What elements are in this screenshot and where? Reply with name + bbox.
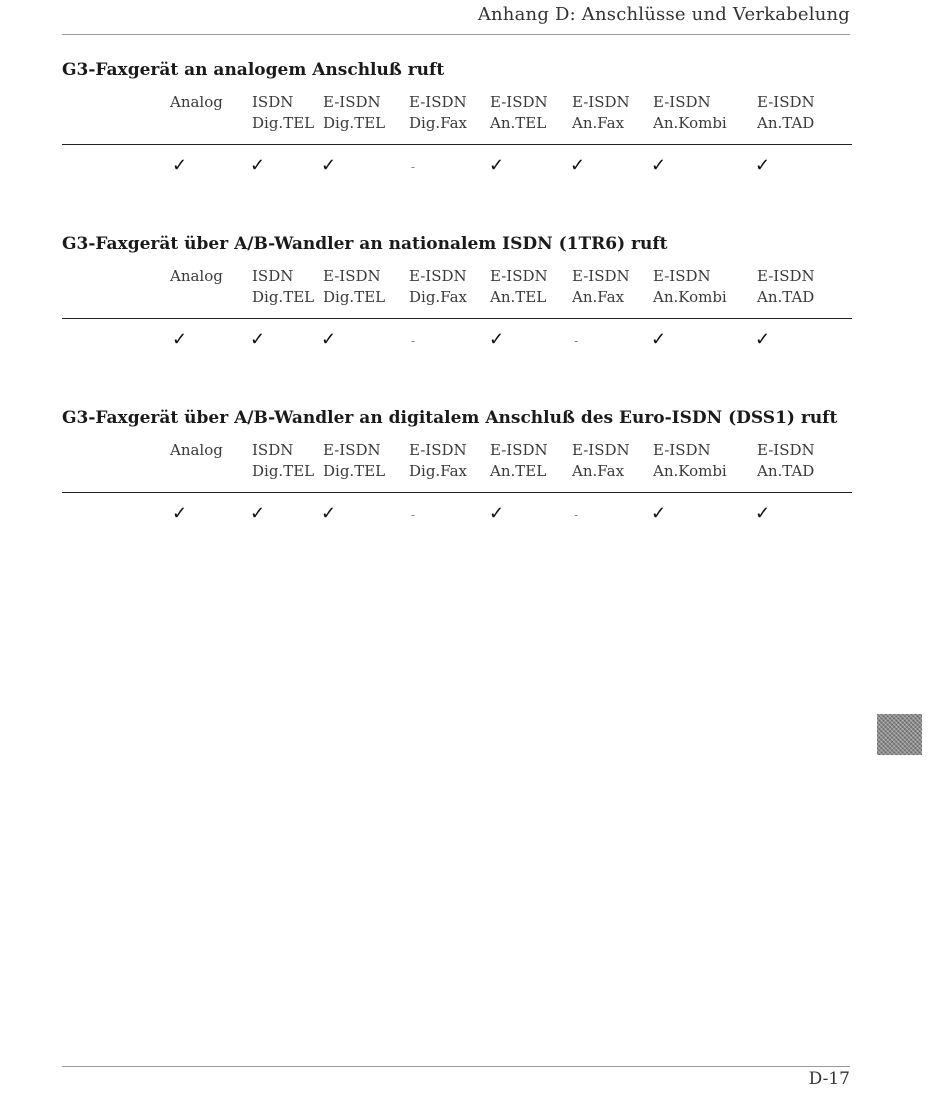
cell-eisdn-an-kombi: ✓ [651,503,667,524]
column-header-eisdn-an-fax: E-ISDN An.Fax [572,441,630,480]
column-header-eisdn-an-tad: E-ISDN An.TAD [757,441,815,480]
column-header-eisdn-dig-tel: E-ISDN Dig.TEL [323,93,386,132]
chapter-thumb-tab [877,714,922,755]
column-header-eisdn-an-kombi: E-ISDN An.Kombi [653,93,727,132]
section-title: G3-Faxgerät über A/B-Wandler an digitalem Anschluß des Euro-ISDN (DSS1) ruft [62,408,838,428]
column-header-eisdn-dig-tel: E-ISDN Dig.TEL [323,441,386,480]
running-head: Anhang D: Anschlüsse und Verkabelung [477,4,850,25]
table-rule [62,318,852,319]
cell-isdn-dig-tel: ✓ [250,329,266,350]
cell-eisdn-an-tel: ✓ [489,503,505,524]
column-header-eisdn-dig-fax: E-ISDN Dig.Fax [409,93,467,132]
cell-eisdn-dig-fax: - [411,334,416,348]
column-header-analog: Analog [170,441,223,459]
footer-rule [62,1066,850,1067]
column-header-eisdn-an-tel: E-ISDN An.TEL [490,93,548,132]
cell-eisdn-an-kombi: ✓ [651,329,667,350]
column-header-eisdn-an-tad: E-ISDN An.TAD [757,267,815,306]
column-header-eisdn-dig-fax: E-ISDN Dig.Fax [409,267,467,306]
column-header-isdn-dig-tel: ISDN Dig.TEL [252,441,315,480]
column-header-isdn-dig-tel: ISDN Dig.TEL [252,267,315,306]
compatibility-section-dss1 [62,408,852,538]
column-header-isdn-dig-tel: ISDN Dig.TEL [252,93,315,132]
cell-eisdn-an-fax: - [574,508,579,522]
cell-eisdn-an-tad: ✓ [755,329,771,350]
section-title: G3-Faxgerät über A/B-Wandler an nationalem ISDN (1TR6) ruft [62,234,668,254]
cell-eisdn-an-tel: ✓ [489,155,505,176]
column-header-eisdn-an-kombi: E-ISDN An.Kombi [653,441,727,480]
cell-eisdn-dig-tel: ✓ [321,329,337,350]
cell-eisdn-an-fax: ✓ [570,155,586,176]
cell-eisdn-dig-fax: - [411,508,416,522]
cell-isdn-dig-tel: ✓ [250,155,266,176]
cell-eisdn-dig-tel: ✓ [321,155,337,176]
cell-eisdn-an-tel: ✓ [489,329,505,350]
cell-eisdn-an-fax: - [574,334,579,348]
cell-eisdn-an-tad: ✓ [755,503,771,524]
cell-analog: ✓ [172,329,188,350]
compatibility-section-1tr6 [62,234,852,364]
cell-eisdn-dig-fax: - [411,160,416,174]
cell-eisdn-an-kombi: ✓ [651,155,667,176]
column-header-eisdn-an-tel: E-ISDN An.TEL [490,267,548,306]
column-header-eisdn-dig-fax: E-ISDN Dig.Fax [409,441,467,480]
page-number: D-17 [808,1069,850,1089]
column-header-eisdn-an-tel: E-ISDN An.TEL [490,441,548,480]
column-header-eisdn-dig-tel: E-ISDN Dig.TEL [323,267,386,306]
section-title: G3-Faxgerät an analogem Anschluß ruft [62,60,445,80]
cell-analog: ✓ [172,155,188,176]
column-header-analog: Analog [170,93,223,111]
cell-analog: ✓ [172,503,188,524]
compatibility-section-analog [62,60,852,190]
table-rule [62,144,852,145]
cell-isdn-dig-tel: ✓ [250,503,266,524]
table-rule [62,492,852,493]
header-rule [62,34,850,35]
cell-eisdn-dig-tel: ✓ [321,503,337,524]
cell-eisdn-an-tad: ✓ [755,155,771,176]
column-header-analog: Analog [170,267,223,285]
column-header-eisdn-an-fax: E-ISDN An.Fax [572,93,630,132]
column-header-eisdn-an-fax: E-ISDN An.Fax [572,267,630,306]
column-header-eisdn-an-tad: E-ISDN An.TAD [757,93,815,132]
column-header-eisdn-an-kombi: E-ISDN An.Kombi [653,267,727,306]
